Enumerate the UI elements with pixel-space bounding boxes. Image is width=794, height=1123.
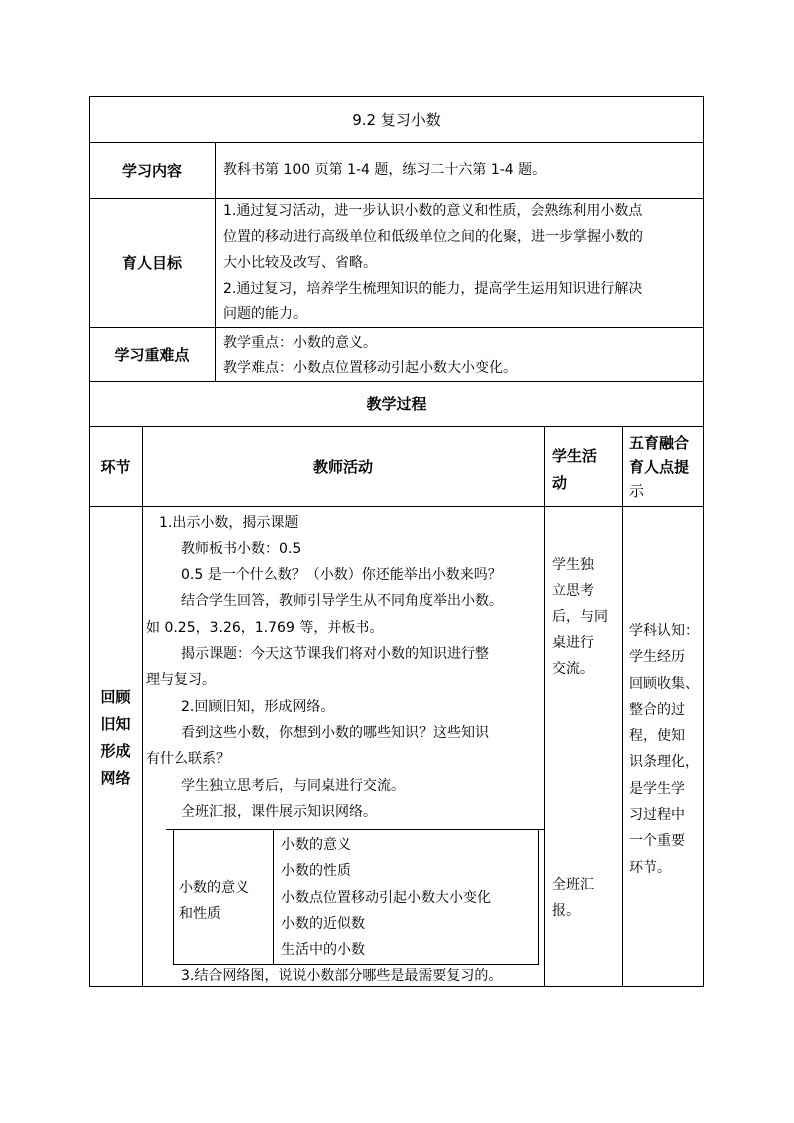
teacher-line: 0.5 是一个什么数？（小数）你还能举出小数来吗？ [181, 567, 502, 583]
teacher-line: 如 0.25，3.26，1.769 等，并板书。 [146, 620, 384, 636]
row-label-goal: 育人目标 [121, 254, 182, 272]
teacher-line: 1.出示小数，揭示课题 [159, 515, 299, 531]
network-right-line [538, 829, 539, 965]
key-line: 教学重点：小数的意义。 [223, 335, 377, 351]
goal-line: 位置的移动进行高级单位和低级单位之间的化聚，进一步掌握小数的 [223, 229, 643, 245]
teacher-line: 理与复习。 [146, 672, 216, 688]
row-label-content: 学习内容 [121, 161, 182, 180]
network-left-line-text: 小数的意义 [179, 880, 249, 896]
col-divider [215, 142, 216, 381]
network-item: 小数点位置移动引起小数大小变化 [281, 890, 491, 906]
goal-line: 1.通过复习活动，进一步认识小数的意义和性质，会熟练利用小数点 [223, 203, 643, 219]
teacher-line: 学生独立思考后，与同桌进行交流。 [181, 778, 405, 794]
stage-label-line: 形成 [100, 742, 131, 760]
student-activity-b [552, 872, 594, 924]
stage-label [89, 684, 142, 792]
network-item: 小数的近似数 [281, 916, 365, 932]
header-student-line: 学生活 [552, 447, 598, 465]
fusion-notes [629, 618, 699, 881]
teacher-line: 全班汇报，课件展示知识网络。 [181, 804, 377, 820]
network-mid-line [273, 829, 274, 965]
student-line: 报。 [552, 903, 580, 919]
teacher-line-last: 3.结合网络图，说说小数部分哪些是最需要复习的。 [181, 968, 503, 984]
col-divider [544, 426, 545, 987]
teacher-line: 教师板书小数：0.5 [181, 541, 302, 557]
header-fusion-line: 五育融合 [629, 434, 690, 452]
goal-line: 大小比较及改写、省略。 [223, 255, 377, 271]
student-activity-a [552, 552, 608, 682]
teacher-line: 看到这些小数，你想到小数的哪些知识？这些知识 [181, 725, 489, 741]
goal-line: 问题的能力。 [223, 306, 307, 322]
network-item: 小数的意义 [281, 837, 351, 853]
header-student-line: 动 [552, 474, 568, 492]
fusion-line: 识条理化， [629, 754, 699, 771]
student-line: 交流。 [552, 661, 594, 677]
student-line: 后，与同 [552, 609, 608, 625]
fusion-line: 程，使知 [629, 728, 685, 745]
key-line: 教学难点：小数点位置移动引起小数大小变化。 [223, 360, 517, 376]
header-fusion [629, 431, 689, 503]
fusion-line: 习过程中 [629, 807, 685, 824]
row-divider [89, 506, 704, 507]
network-item: 小数的性质 [281, 863, 351, 879]
stage-label-line: 旧知 [100, 715, 131, 733]
content-text: 教科书第 100 页第 1-4 题，练习二十六第 1-4 题。 [223, 162, 547, 178]
student-line: 立思考 [552, 583, 594, 599]
col-divider [142, 426, 143, 987]
fusion-line: 环节。 [629, 859, 671, 876]
teacher-line: 有什么联系？ [146, 751, 230, 767]
process-title: 教学过程 [366, 395, 427, 413]
network-bottom-line [173, 964, 538, 965]
fusion-line: 一个重要 [629, 833, 685, 850]
fusion-line: 学科认知： [629, 623, 699, 639]
header-fusion-line: 育人点提 [629, 458, 690, 476]
teacher-line: 揭示课题：今天这节课我们将对小数的知识进行整 [181, 646, 489, 662]
header-stage: 环节 [100, 457, 131, 476]
student-line: 桌进行 [552, 635, 594, 651]
stage-label-line: 回顾 [100, 688, 131, 706]
fusion-line: 学生经历 [629, 649, 685, 666]
network-left-label [179, 875, 249, 927]
network-item: 生活中的小数 [281, 942, 365, 958]
goal-line: 2.通过复习，培养学生梳理知识的能力，提高学生运用知识进行解决 [223, 281, 643, 297]
student-line: 全班汇 [552, 877, 594, 893]
fusion-line: 整合的过 [629, 701, 685, 718]
stage-label-line: 网络 [100, 769, 131, 787]
col-divider [622, 426, 623, 987]
teacher-line: 2.回顾旧知，形成网络。 [181, 699, 335, 715]
teacher-line: 结合学生回答，教师引导学生从不同角度举出小数。 [181, 593, 503, 609]
fusion-line: 是学生学 [629, 780, 685, 797]
fusion-line: 回顾收集、 [629, 675, 699, 692]
network-top-line [166, 829, 544, 830]
header-student [552, 443, 597, 497]
student-line: 学生独 [552, 557, 594, 573]
header-teacher: 教师活动 [312, 457, 373, 476]
row-label-key: 学习重难点 [114, 345, 190, 364]
page-title: 9.2 复习小数 [352, 111, 441, 129]
header-fusion-line: 示 [629, 482, 645, 500]
network-left-line-text: 和性质 [179, 906, 221, 922]
network-left-line [173, 829, 174, 965]
